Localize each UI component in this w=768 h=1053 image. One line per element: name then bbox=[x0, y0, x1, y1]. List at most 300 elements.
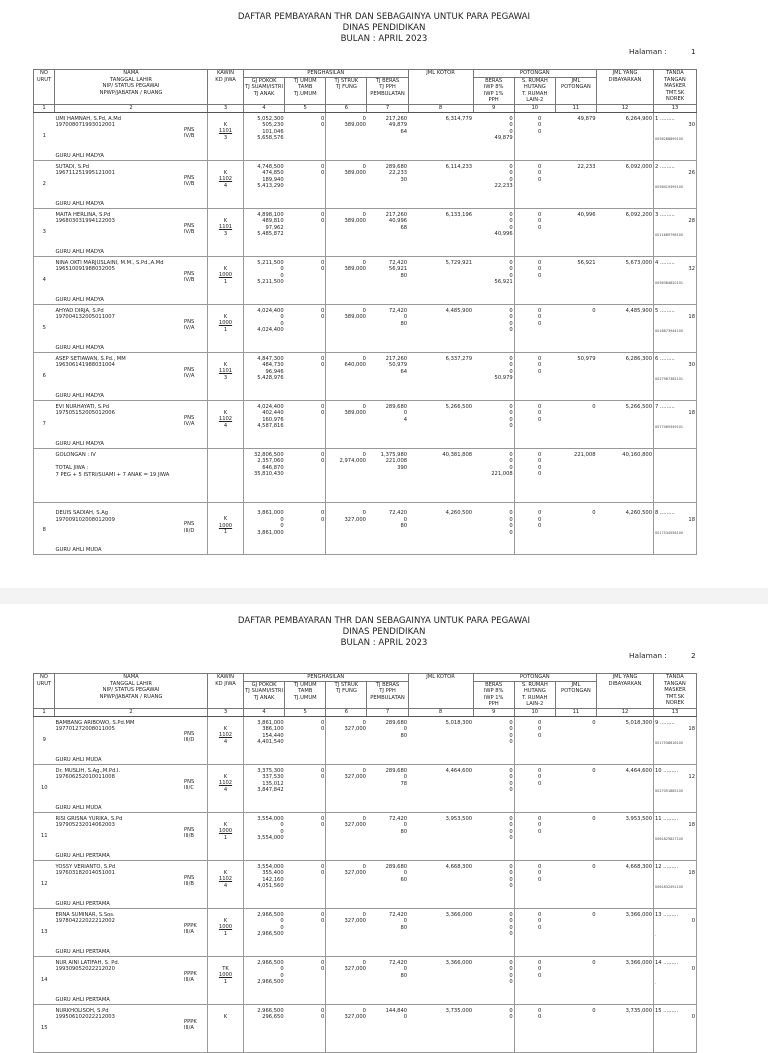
employee-name: NINA OKTI MARJUSLAINI, M.M., S.Pd.,A.Md bbox=[55, 259, 164, 266]
total-beras-cell: 0 0 0 221,008 bbox=[473, 448, 514, 502]
report-title: DAFTAR PEMBAYARAN THR DAN SEBAGAINYA UNTUK PARA PEGAWAI bbox=[237, 616, 531, 626]
employee-status: PNS IV/A bbox=[184, 366, 195, 380]
col-number: 3 bbox=[208, 104, 244, 112]
employee-status: PNS III/B bbox=[184, 826, 195, 840]
col-number: 4 bbox=[244, 708, 285, 716]
col-number: 5 bbox=[285, 104, 326, 112]
pot-rumah-cell: 0 0 0 bbox=[514, 507, 555, 555]
col-number: 10 bbox=[514, 104, 555, 112]
employee-nip: 197804222022212002 bbox=[55, 918, 115, 925]
jml-kotor-cell: 4,485,900 bbox=[408, 304, 473, 352]
col-header-tjs: TJ STRUK TJ FUNG bbox=[326, 77, 367, 104]
employee-cell bbox=[55, 208, 208, 256]
employee-nip: 196306141988031004 bbox=[55, 362, 115, 369]
employee-name: AHYAD DIRJA, S.Pd bbox=[55, 307, 104, 314]
employee-status: PNS III/C bbox=[184, 778, 195, 792]
employee-status: PNS III/B bbox=[184, 874, 195, 888]
jml-kotor-cell: 5,729,921 bbox=[408, 256, 473, 304]
col-number: 12 bbox=[597, 104, 654, 112]
jml-dibayarkan-cell: 6,092,200 bbox=[597, 208, 654, 256]
kawin-cell: K 1102 4 bbox=[208, 400, 244, 448]
tj-struk-cell: 0 389,000 bbox=[326, 256, 367, 304]
employee-position: GURU AHLI MADYA bbox=[55, 248, 104, 255]
employee-position: GURU AHLI MADYA bbox=[55, 152, 104, 159]
jml-kotor-cell: 5,018,300 bbox=[408, 716, 473, 764]
tj-umum-cell: 0 0 bbox=[285, 764, 326, 812]
employee-nip: 197505152005012006 bbox=[55, 410, 115, 417]
kawin-cell: K 1000 1 bbox=[208, 908, 244, 956]
kawin-cell: TK 1000 1 bbox=[208, 956, 244, 1004]
pot-beras-cell: 0 0 bbox=[473, 1004, 514, 1052]
kawin-cell: K bbox=[208, 1004, 244, 1052]
employee-nip: 197606252010011008 bbox=[55, 774, 115, 781]
page-number: Halaman : 1 bbox=[629, 47, 696, 56]
tanda-tangan-cell: 11 ......... 18 0061825827100 bbox=[654, 812, 697, 860]
pot-beras-cell: 0 0 0 0 bbox=[473, 764, 514, 812]
kawin-cell: K 1102 4 bbox=[208, 764, 244, 812]
tj-umum-cell: 0 0 bbox=[285, 716, 326, 764]
col-number: 13 bbox=[654, 708, 697, 716]
gaji-pokok-cell: 2,966,500 296,650 bbox=[244, 1004, 285, 1052]
pot-beras-cell: 0 0 0 0 bbox=[473, 507, 514, 555]
col-number: 2 bbox=[55, 708, 208, 716]
total-label-cell bbox=[55, 448, 208, 502]
pot-beras-cell: 0 0 0 0 bbox=[473, 812, 514, 860]
employee-nip: 196711251995121001 bbox=[55, 170, 115, 177]
tanda-tangan-cell: 14 ......... 0 - bbox=[654, 956, 697, 1004]
table-row bbox=[34, 507, 697, 555]
employee-status: PNS IV/B bbox=[184, 126, 195, 140]
tj-struk-cell: 0 389,000 bbox=[326, 112, 367, 160]
report-month: BULAN : APRIL 2023 bbox=[340, 34, 428, 44]
col-header-tjb: TJ BERAS TJ PPH PEMBULATAN bbox=[367, 77, 408, 104]
employee-status: PNS IV/B bbox=[184, 270, 195, 284]
jml-dibayarkan-cell: 6,092,000 bbox=[597, 160, 654, 208]
employee-name: RISI GRISNA YURIKA, S.Pd bbox=[55, 815, 123, 822]
employee-status: PNS IV/B bbox=[184, 222, 195, 236]
jml-potongan-cell: 40,996 bbox=[555, 208, 596, 256]
employee-cell bbox=[55, 812, 208, 860]
col-number: 2 bbox=[55, 104, 208, 112]
jml-potongan-cell: 22,233 bbox=[555, 160, 596, 208]
jml-potongan-cell: 0 bbox=[555, 1004, 596, 1052]
col-header-ttd: TANDA TANGAN MASKER TMT.SK NOREK bbox=[654, 674, 697, 709]
employee-name: EVI NURHAYATI, S.Pd bbox=[55, 403, 110, 410]
jml-potongan-cell: 0 bbox=[555, 812, 596, 860]
kawin-cell: K 1101 3 bbox=[208, 208, 244, 256]
kawin-cell: K 1102 4 bbox=[208, 860, 244, 908]
jml-kotor-cell: 3,735,000 bbox=[408, 1004, 473, 1052]
tj-struk-cell: 0 327,000 bbox=[326, 1004, 367, 1052]
tj-umum-cell: 0 0 bbox=[285, 908, 326, 956]
employee-cell bbox=[55, 352, 208, 400]
row-no: 1 bbox=[34, 112, 55, 160]
col-header-gj: GJ POKOK TJ SUAMI/ISTRI TJ ANAK bbox=[244, 77, 285, 104]
col-header-tju: TJ UMUM TAMB TJ.UMUM bbox=[285, 681, 326, 708]
table-row bbox=[34, 112, 697, 160]
pot-rumah-cell: 0 0 0 bbox=[514, 400, 555, 448]
gaji-pokok-cell: 3,554,000 355,400 142,160 4,051,560 bbox=[244, 860, 285, 908]
total-rumah-cell: 0 0 0 0 bbox=[514, 448, 555, 502]
tj-beras-cell: 72,420 0 80 bbox=[367, 812, 408, 860]
table-row bbox=[34, 764, 697, 812]
tj-struk-cell: 0 327,000 bbox=[326, 860, 367, 908]
employee-status: PNS IV/A bbox=[184, 414, 195, 428]
jml-potongan-cell: 0 bbox=[555, 400, 596, 448]
row-no: 15 bbox=[34, 1004, 55, 1052]
employee-name: YOSSY VERIANTO, S.Pd bbox=[55, 863, 116, 870]
row-no: 10 bbox=[34, 764, 55, 812]
tj-beras-cell: 289,680 0 80 bbox=[367, 716, 408, 764]
tanda-tangan-cell: 8 ......... 18 0017534556100 bbox=[654, 507, 697, 555]
gaji-pokok-cell: 2,966,500 0 0 2,966,500 bbox=[244, 908, 285, 956]
kawin-cell: K 1000 1 bbox=[208, 812, 244, 860]
employee-name: ASEP SETIAWAN, S.Pd., MM bbox=[55, 355, 126, 362]
tj-struk-cell: 0 327,000 bbox=[326, 812, 367, 860]
total-tjs-cell: 0 2,974,000 bbox=[326, 448, 367, 502]
employee-position: GURU AHLI PERTAMA bbox=[55, 948, 110, 955]
jml-potongan-cell: 50,979 bbox=[555, 352, 596, 400]
pot-beras-cell: 0 0 0 0 bbox=[473, 400, 514, 448]
employee-position: GURU AHLI MADYA bbox=[55, 344, 104, 351]
tanda-tangan-cell: 3 ......... 28 0011689798100 bbox=[654, 208, 697, 256]
jml-potongan-cell: 0 bbox=[555, 860, 596, 908]
report-month: BULAN : APRIL 2023 bbox=[340, 638, 428, 648]
table-row bbox=[34, 352, 697, 400]
kawin-cell: K 1000 1 bbox=[208, 507, 244, 555]
employee-position: GURU AHLI MADYA bbox=[55, 440, 104, 447]
table-row bbox=[34, 1004, 697, 1052]
employee-cell bbox=[55, 160, 208, 208]
pot-rumah-cell: 0 0 bbox=[514, 1004, 555, 1052]
col-number: 11 bbox=[555, 708, 596, 716]
tj-beras-cell: 72,420 56,921 80 bbox=[367, 256, 408, 304]
total-jiwa-label: TOTAL JIWA : bbox=[55, 465, 89, 472]
jml-dibayarkan-cell: 4,668,300 bbox=[597, 860, 654, 908]
payroll-table bbox=[33, 673, 697, 1053]
jml-potongan-cell: 0 bbox=[555, 304, 596, 352]
report-header bbox=[0, 604, 768, 649]
kawin-cell: K 1000 1 bbox=[208, 256, 244, 304]
employee-name: DEUIS SADIAH, S.Ag bbox=[55, 510, 109, 517]
employee-position: GURU AHLI PERTAMA bbox=[55, 900, 110, 907]
employee-status: PPPK III/A bbox=[184, 970, 197, 984]
pot-beras-cell: 0 0 0 0 bbox=[473, 304, 514, 352]
report-header bbox=[0, 0, 768, 45]
tj-beras-cell: 217,260 40,996 68 bbox=[367, 208, 408, 256]
jml-dibayarkan-cell: 4,260,500 bbox=[597, 507, 654, 555]
col-header-kotor: JML KOTOR bbox=[408, 674, 473, 709]
tanda-tangan-cell: 5 ......... 18 0018873944100 bbox=[654, 304, 697, 352]
employee-name: NURKHOLISOH, S.Pd bbox=[55, 1007, 109, 1014]
employee-nip: 197009102008012009 bbox=[55, 516, 115, 523]
tj-umum-cell: 0 0 bbox=[285, 507, 326, 555]
col-header-penghasilan: PENGHASILAN bbox=[244, 70, 409, 78]
pot-rumah-cell: 0 0 0 bbox=[514, 812, 555, 860]
employee-cell bbox=[55, 764, 208, 812]
tj-struk-cell: 0 389,000 bbox=[326, 208, 367, 256]
tj-beras-cell: 289,680 0 60 bbox=[367, 860, 408, 908]
pot-rumah-cell: 0 0 0 bbox=[514, 160, 555, 208]
jml-dibayarkan-cell: 3,366,000 bbox=[597, 956, 654, 1004]
gaji-pokok-cell: 3,861,000 386,100 154,440 4,401,540 bbox=[244, 716, 285, 764]
tj-beras-cell: 72,420 0 80 bbox=[367, 304, 408, 352]
total-no-cell bbox=[34, 448, 55, 502]
total-dibayarkan-cell: 40,160,800 bbox=[597, 448, 654, 502]
employee-position: GURU AHLI MUDA bbox=[55, 547, 102, 554]
col-header-gj: GJ POKOK TJ SUAMI/ISTRI TJ ANAK bbox=[244, 681, 285, 708]
table-row bbox=[34, 400, 697, 448]
tj-beras-cell: 72,420 0 80 bbox=[367, 908, 408, 956]
total-jiwa-value: 7 PEG + 5 ISTRI/SUAMI + 7 ANAK = 19 JIWA bbox=[55, 471, 170, 478]
kawin-cell: K 1102 4 bbox=[208, 160, 244, 208]
gaji-pokok-cell: 4,847,300 484,730 96,946 5,428,976 bbox=[244, 352, 285, 400]
pot-rumah-cell: 0 0 0 bbox=[514, 956, 555, 1004]
tanda-tangan-cell: 13 ......... 0 - bbox=[654, 908, 697, 956]
row-no: 5 bbox=[34, 304, 55, 352]
total-kawin-cell bbox=[208, 448, 244, 502]
tanda-tangan-cell: 4 ......... 32 0056384820101 bbox=[654, 256, 697, 304]
table-row bbox=[34, 812, 697, 860]
jml-potongan-cell: 56,921 bbox=[555, 256, 596, 304]
tj-umum-cell: 0 0 bbox=[285, 352, 326, 400]
row-no: 3 bbox=[34, 208, 55, 256]
total-tju-cell: 0 0 bbox=[285, 448, 326, 502]
tj-beras-cell: 72,420 0 80 bbox=[367, 956, 408, 1004]
tj-umum-cell: 0 0 bbox=[285, 112, 326, 160]
employee-cell bbox=[55, 716, 208, 764]
gaji-pokok-cell: 4,024,400 0 0 4,024,400 bbox=[244, 304, 285, 352]
gaji-pokok-cell: 4,898,100 489,810 97,962 5,485,872 bbox=[244, 208, 285, 256]
pot-beras-cell: 0 0 0 49,879 bbox=[473, 112, 514, 160]
pot-beras-cell: 0 0 0 0 bbox=[473, 908, 514, 956]
tj-umum-cell: 0 0 bbox=[285, 160, 326, 208]
total-potongan-cell: 221,008 bbox=[555, 448, 596, 502]
tj-struk-cell: 0 327,000 bbox=[326, 956, 367, 1004]
tj-struk-cell: 0 640,000 bbox=[326, 352, 367, 400]
tanda-tangan-cell: 15 ......... 0 bbox=[654, 1004, 697, 1052]
row-no: 12 bbox=[34, 860, 55, 908]
tj-struk-cell: 0 389,000 bbox=[326, 304, 367, 352]
col-number: 1 bbox=[34, 104, 55, 112]
row-no: 14 bbox=[34, 956, 55, 1004]
jml-kotor-cell: 3,366,000 bbox=[408, 908, 473, 956]
jml-kotor-cell: 6,337,279 bbox=[408, 352, 473, 400]
row-no: 4 bbox=[34, 256, 55, 304]
kawin-cell: K 1101 3 bbox=[208, 112, 244, 160]
row-no: 2 bbox=[34, 160, 55, 208]
report-department: DINAS PENDIDIKAN bbox=[342, 23, 426, 33]
pot-beras-cell: 0 0 0 0 bbox=[473, 716, 514, 764]
employee-status: PNS III/D bbox=[184, 730, 195, 744]
tj-umum-cell: 0 0 bbox=[285, 860, 326, 908]
table-row bbox=[34, 908, 697, 956]
col-number: 6 bbox=[326, 708, 367, 716]
col-number: 8 bbox=[408, 104, 473, 112]
tj-struk-cell: 0 389,000 bbox=[326, 400, 367, 448]
col-header-no: NO URUT bbox=[34, 674, 55, 709]
tanda-tangan-cell: 12 ......... 18 0061832491100 bbox=[654, 860, 697, 908]
report-title: DAFTAR PEMBAYARAN THR DAN SEBAGAINYA UNTUK PARA PEGAWAI bbox=[237, 12, 531, 22]
gaji-pokok-cell: 3,861,000 0 0 3,861,000 bbox=[244, 507, 285, 555]
gaji-pokok-cell: 5,052,300 505,230 101,046 5,658,576 bbox=[244, 112, 285, 160]
row-no: 8 bbox=[34, 507, 55, 555]
employee-nip: 197008071993012001 bbox=[55, 122, 115, 129]
jml-dibayarkan-cell: 4,464,600 bbox=[597, 764, 654, 812]
employee-name: NUR AINI LATIFAH, S. Pd. bbox=[55, 959, 120, 966]
employee-name: SUTADI, S.Pd bbox=[55, 163, 90, 170]
pot-rumah-cell: 0 0 0 bbox=[514, 352, 555, 400]
col-number: 9 bbox=[473, 104, 514, 112]
col-number: 11 bbox=[555, 104, 596, 112]
col-number: 8 bbox=[408, 708, 473, 716]
total-row bbox=[34, 448, 697, 502]
tj-umum-cell: 0 0 bbox=[285, 304, 326, 352]
employee-name: Dr. MUSLIH, S.Ag.,M.Pd.I. bbox=[55, 767, 121, 774]
total-ttd-cell bbox=[654, 448, 697, 502]
jml-dibayarkan-cell: 6,286,300 bbox=[597, 352, 654, 400]
employee-cell bbox=[55, 956, 208, 1004]
table-row bbox=[34, 716, 697, 764]
jml-potongan-cell: 0 bbox=[555, 716, 596, 764]
col-header-potongan: POTONGAN bbox=[473, 70, 596, 78]
jml-potongan-cell: 0 bbox=[555, 908, 596, 956]
col-number: 10 bbox=[514, 708, 555, 716]
employee-status: PPPK III/A bbox=[184, 922, 197, 936]
employee-nip: 199309052022212020 bbox=[55, 966, 115, 973]
col-header-nama: NAMA TANGGAL LAHIR NIP/ STATUS PEGAWAI NPWP/JABATAN / RUANG bbox=[55, 674, 208, 709]
col-header-jmlpot: JML POTONGAN bbox=[555, 77, 596, 104]
col-number: 7 bbox=[367, 708, 408, 716]
tj-umum-cell: 0 0 bbox=[285, 208, 326, 256]
col-number: 7 bbox=[367, 104, 408, 112]
jml-kotor-cell: 6,314,779 bbox=[408, 112, 473, 160]
row-no: 13 bbox=[34, 908, 55, 956]
employee-cell bbox=[55, 908, 208, 956]
col-header-tjb: TJ BERAS TJ PPH PEMBULATAN bbox=[367, 681, 408, 708]
employee-name: UMI HAMNAH, S.Pd, A.Md bbox=[55, 115, 122, 122]
jml-kotor-cell: 4,668,300 bbox=[408, 860, 473, 908]
table-row bbox=[34, 208, 697, 256]
gaji-pokok-cell: 4,748,500 474,850 189,940 5,413,290 bbox=[244, 160, 285, 208]
col-number: 3 bbox=[208, 708, 244, 716]
tanda-tangan-cell: 1 ......... 30 0056288899100 bbox=[654, 112, 697, 160]
employee-nip: 197701272008011005 bbox=[55, 726, 115, 733]
employee-nip: 196510091988032005 bbox=[55, 266, 115, 273]
employee-position: GURU AHLI MADYA bbox=[55, 296, 104, 303]
col-header-rumah: S. RUMAH HUTANG T. RUMAH LAIN-2 bbox=[514, 77, 555, 104]
tj-beras-cell: 72,420 0 80 bbox=[367, 507, 408, 555]
row-no: 7 bbox=[34, 400, 55, 448]
tj-umum-cell: 0 0 bbox=[285, 400, 326, 448]
employee-position: GURU AHLI MADYA bbox=[55, 392, 104, 399]
employee-status: PNS IV/B bbox=[184, 174, 195, 188]
tanda-tangan-cell: 6 ......... 30 0027987385101 bbox=[654, 352, 697, 400]
tanda-tangan-cell: 7 ......... 18 0077469349101 bbox=[654, 400, 697, 448]
col-number: 12 bbox=[597, 708, 654, 716]
jml-dibayarkan-cell: 3,735,000 bbox=[597, 1004, 654, 1052]
tj-umum-cell: 0 0 bbox=[285, 1004, 326, 1052]
jml-potongan-cell: 0 bbox=[555, 764, 596, 812]
gaji-pokok-cell: 2,966,500 0 0 2,966,500 bbox=[244, 956, 285, 1004]
pot-beras-cell: 0 0 0 0 bbox=[473, 860, 514, 908]
jml-potongan-cell: 49,879 bbox=[555, 112, 596, 160]
jml-kotor-cell: 6,133,196 bbox=[408, 208, 473, 256]
col-number: 9 bbox=[473, 708, 514, 716]
gaji-pokok-cell: 3,375,300 337,530 135,012 3,847,842 bbox=[244, 764, 285, 812]
col-header-no: NO URUT bbox=[34, 70, 55, 105]
col-header-tju: TJ UMUM TAMB TJ.UMUM bbox=[285, 77, 326, 104]
employee-cell bbox=[55, 256, 208, 304]
employee-name: ERNA SUMINAR, S.Sos. bbox=[55, 911, 115, 918]
page-number: Halaman : 2 bbox=[629, 651, 696, 660]
pot-rumah-cell: 0 0 0 bbox=[514, 716, 555, 764]
tanda-tangan-cell: 9 ......... 18 0017538616100 bbox=[654, 716, 697, 764]
jml-potongan-cell: 0 bbox=[555, 956, 596, 1004]
jml-dibayarkan-cell: 5,673,000 bbox=[597, 256, 654, 304]
employee-position: GURU AHLI MUDA bbox=[55, 804, 102, 811]
col-number: 13 bbox=[654, 104, 697, 112]
col-header-jmlpot: JML POTONGAN bbox=[555, 681, 596, 708]
table-row bbox=[34, 256, 697, 304]
jml-kotor-cell: 3,366,000 bbox=[408, 956, 473, 1004]
page-2 bbox=[0, 604, 768, 1032]
employee-cell bbox=[55, 112, 208, 160]
gaji-pokok-cell: 4,024,400 402,440 160,976 4,587,816 bbox=[244, 400, 285, 448]
employee-cell bbox=[55, 304, 208, 352]
jml-dibayarkan-cell: 4,485,900 bbox=[597, 304, 654, 352]
col-header-beras: BERAS IWP 8% IWP 1% PPH bbox=[473, 681, 514, 708]
kawin-cell: K 1101 3 bbox=[208, 352, 244, 400]
pot-beras-cell: 0 0 0 50,979 bbox=[473, 352, 514, 400]
jml-kotor-cell: 4,464,600 bbox=[408, 764, 473, 812]
employee-nip: 197004132005011007 bbox=[55, 314, 115, 321]
employee-position: GURU AHLI MADYA bbox=[55, 200, 104, 207]
tj-beras-cell: 289,680 0 78 bbox=[367, 764, 408, 812]
table-row bbox=[34, 304, 697, 352]
col-number: 6 bbox=[326, 104, 367, 112]
employee-name: BAMBANG ARIBOWO, S.Pd.MM bbox=[55, 719, 135, 726]
kawin-cell: K 1000 1 bbox=[208, 304, 244, 352]
jml-kotor-cell: 4,260,500 bbox=[408, 507, 473, 555]
jml-dibayarkan-cell: 3,953,500 bbox=[597, 812, 654, 860]
pot-rumah-cell: 0 0 0 bbox=[514, 112, 555, 160]
page-separator bbox=[0, 588, 768, 604]
employee-name: MAITA HERLINA, S.Pd bbox=[55, 211, 111, 218]
table-row bbox=[34, 160, 697, 208]
row-no: 6 bbox=[34, 352, 55, 400]
employee-nip: 199506102022212003 bbox=[55, 1014, 115, 1021]
col-number: 4 bbox=[244, 104, 285, 112]
table-row bbox=[34, 956, 697, 1004]
employee-cell bbox=[55, 860, 208, 908]
pot-rumah-cell: 0 0 0 bbox=[514, 860, 555, 908]
col-number: 5 bbox=[285, 708, 326, 716]
payroll-table bbox=[33, 69, 697, 555]
tj-struk-cell: 0 327,000 bbox=[326, 764, 367, 812]
col-header-tjs: TJ STRUK TJ FUNG bbox=[326, 681, 367, 708]
total-tjb-cell: 1,375,980 221,008 390 bbox=[367, 448, 408, 502]
jml-dibayarkan-cell: 3,366,000 bbox=[597, 908, 654, 956]
employee-status: PNS III/D bbox=[184, 521, 195, 534]
jml-dibayarkan-cell: 5,266,500 bbox=[597, 400, 654, 448]
tanda-tangan-cell: 2 ......... 26 0056419395100 bbox=[654, 160, 697, 208]
employee-position: GURU AHLI PERTAMA bbox=[55, 852, 110, 859]
employee-status: PPPK III/A bbox=[184, 1018, 197, 1032]
employee-nip: 197603182014051001 bbox=[55, 870, 115, 877]
jml-kotor-cell: 5,266,500 bbox=[408, 400, 473, 448]
col-header-bayar: JML YANG DIBAYARKAN bbox=[597, 70, 654, 105]
